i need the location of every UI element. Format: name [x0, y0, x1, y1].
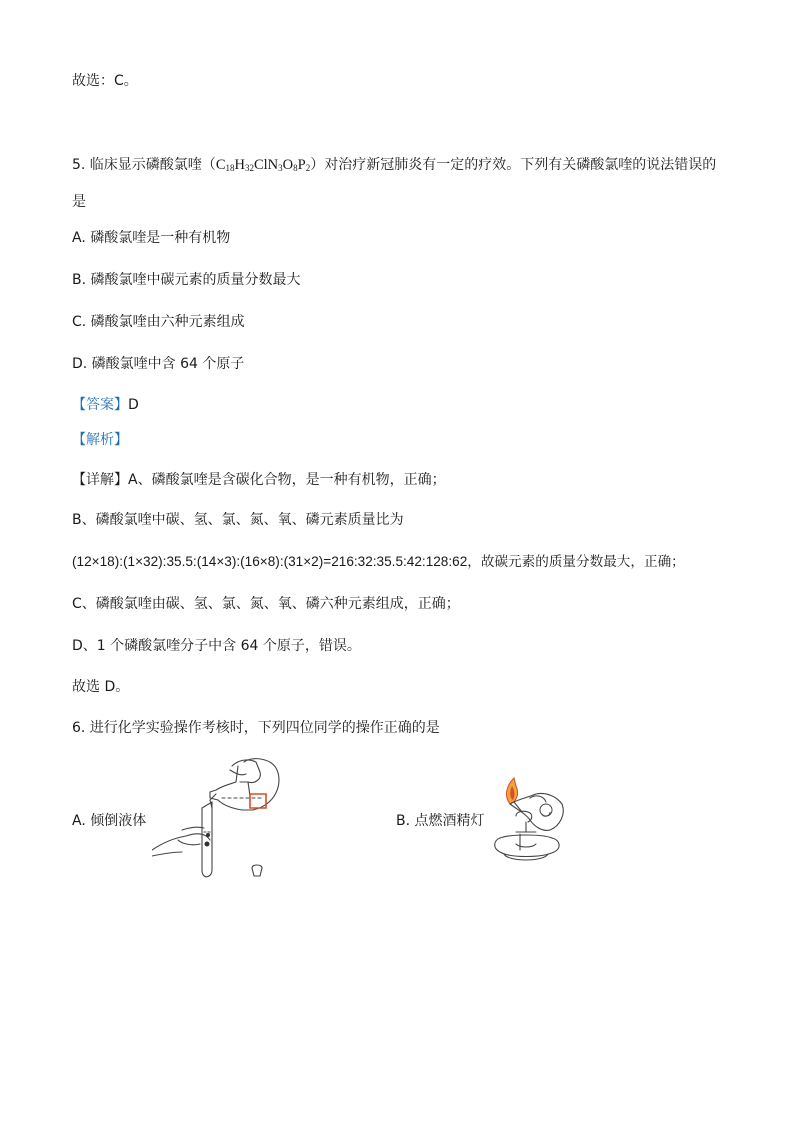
question-5-stem-line2: 是: [72, 194, 86, 210]
analysis-tag: 【解析】: [72, 432, 128, 448]
detail-d: D、1 个磷酸氯喹分子中含 64 个原子，错误。: [72, 638, 361, 654]
question-5-stem-suffix: ）对治疗新冠肺炎有一定的疗效。下列有关磷酸氯喹的说法错误的: [310, 157, 717, 173]
lighting-alcohol-lamp-illustration: [486, 774, 570, 866]
answer-line: [72, 395, 139, 415]
formula-element-h: H: [234, 157, 245, 173]
detail-a-line: [72, 470, 446, 490]
question-6-stem: 6. 进行化学实验操作考核时，下列四位同学的操作正确的是: [72, 720, 440, 736]
formula-subscript: 2: [305, 163, 311, 173]
option-d: D. 磷酸氯喹中含 64 个原子: [72, 356, 245, 372]
pouring-liquid-illustration: [152, 752, 292, 882]
option-b: B. 磷酸氯喹中碳元素的质量分数最大: [72, 272, 301, 288]
option-a: A. 磷酸氯喹是一种有机物: [72, 230, 231, 246]
pouring-liquid-icon: [152, 752, 292, 882]
question-5-stem-prefix: 5. 临床显示磷酸氯喹（: [72, 157, 216, 173]
question-6-option-b: B. 点燃酒精灯: [396, 813, 485, 829]
formula-subscript: 3: [278, 163, 283, 173]
alcohol-lamp-icon: [486, 774, 570, 866]
chemical-formula: [216, 157, 310, 173]
formula-element-c: C: [215, 157, 226, 173]
formula-subscript: 8: [293, 163, 298, 173]
question-5-conclusion: 故选 D。: [72, 679, 130, 695]
detail-c: C、磷酸氯喹由碳、氢、氯、氮、氧、磷六种元素组成，正确；: [72, 596, 460, 612]
formula-subscript: 32: [244, 163, 254, 173]
formula-subscript: 18: [225, 163, 235, 173]
answer-tag: 【答案】: [72, 397, 128, 413]
option-c: C. 磷酸氯喹由六种元素组成: [72, 314, 245, 330]
previous-conclusion: 故选：C。: [72, 73, 138, 89]
answer-value: D: [128, 397, 139, 413]
question-6-option-a: A. 倾倒液体: [72, 813, 147, 829]
detail-tag: 【详解】: [72, 472, 128, 488]
detail-b-line1: B、磷酸氯喹中碳、氢、氯、氮、氧、磷元素质量比为: [72, 512, 404, 528]
detail-a: A、磷酸氯喹是含碳化合物，是一种有机物，正确；: [128, 472, 446, 488]
formula-element-cln: ClN: [253, 157, 279, 173]
question-5-stem: [72, 155, 716, 178]
detail-b-line2: (12×18):(1×32):35.5:(14×3):(16×8):(31×2)=216:32:35.5:42:128:62，故碳元素的质量分数最大，正确；: [72, 554, 685, 569]
formula-element-p: P: [297, 157, 306, 173]
formula-element-o: O: [282, 157, 294, 173]
